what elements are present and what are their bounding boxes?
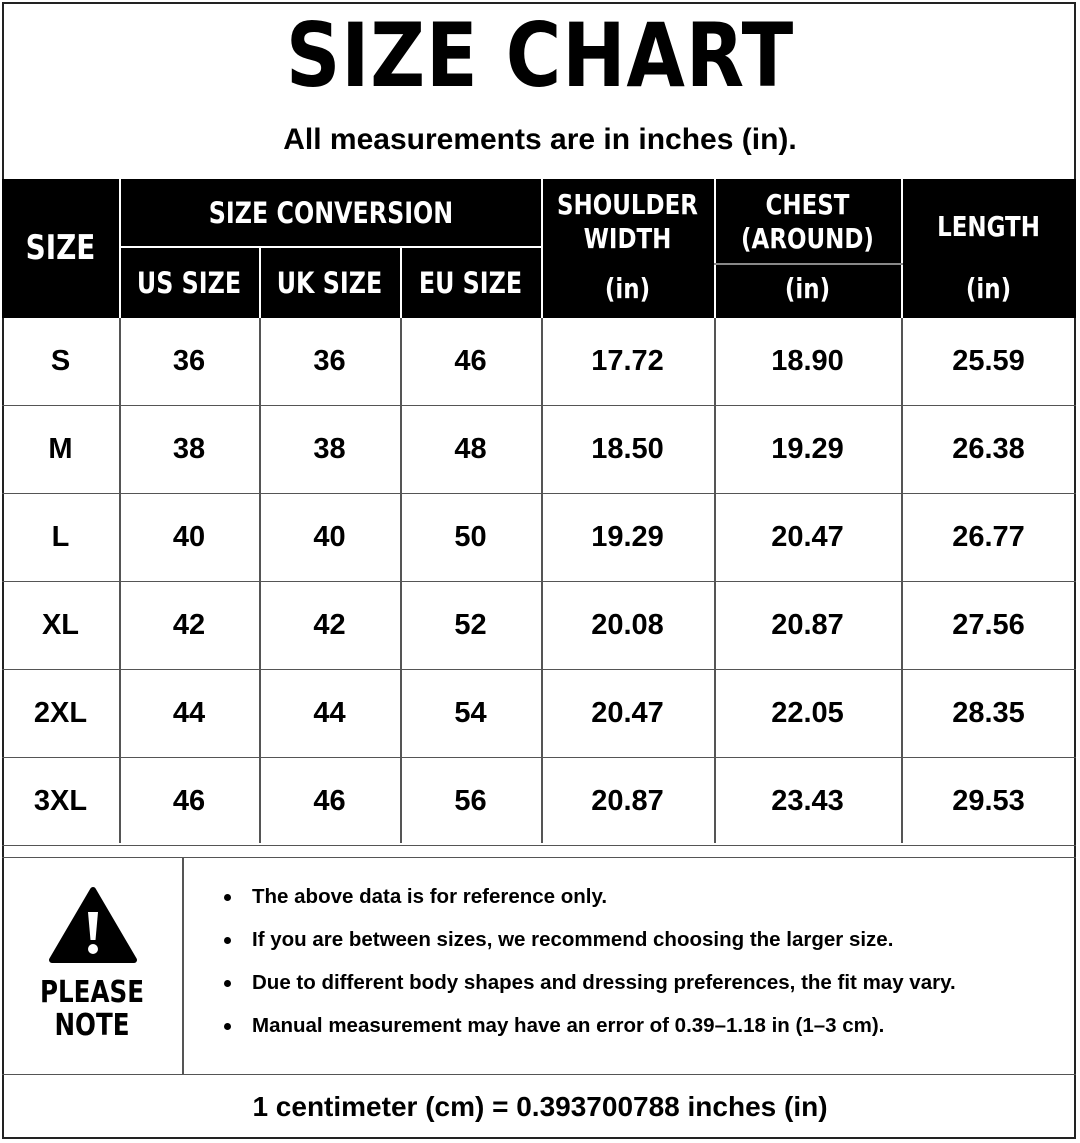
table-row	[2, 318, 1076, 406]
header-length: LENGTH	[937, 210, 1040, 243]
cell-length: 29.53	[952, 785, 1025, 817]
header-eu-size: EU SIZE	[418, 266, 523, 300]
warning-icon	[48, 886, 138, 964]
header-length-unit: (in)	[965, 272, 1012, 305]
table-row	[2, 582, 1076, 670]
cell-size: S	[50, 345, 71, 377]
cell-eu: 54	[454, 697, 487, 729]
note-label: PLEASE NOTE	[39, 975, 145, 1043]
table-row	[2, 670, 1076, 758]
note-list	[218, 884, 956, 1056]
column-divider	[901, 318, 903, 843]
note-section	[2, 857, 1076, 1075]
cell-length: 26.77	[952, 521, 1025, 553]
cell-uk: 44	[313, 697, 346, 729]
cell-uk: 36	[313, 345, 346, 377]
cell-uk: 46	[313, 785, 346, 817]
conversion-footer: 1 centimeter (cm) = 0.393700788 inches (in)	[252, 1091, 828, 1122]
cell-uk: 42	[313, 609, 346, 641]
header-size-conversion: SIZE CONVERSION	[208, 196, 454, 230]
cell-size: 2XL	[33, 697, 88, 729]
cell-length: 27.56	[952, 609, 1025, 641]
cell-chest: 18.90	[771, 345, 844, 377]
cell-shoulder: 20.47	[591, 697, 664, 729]
cell-eu: 46	[454, 345, 487, 377]
column-divider	[119, 318, 121, 843]
column-divider	[714, 318, 716, 843]
cell-size: M	[48, 433, 73, 465]
cell-chest: 20.87	[771, 609, 844, 641]
cell-size: XL	[41, 609, 80, 641]
cell-eu: 56	[454, 785, 487, 817]
cell-us: 44	[172, 697, 206, 729]
table-row	[2, 494, 1076, 582]
cell-shoulder: 20.87	[591, 785, 664, 817]
cell-chest: 23.43	[771, 785, 844, 817]
header-chest-unit: (in)	[784, 272, 831, 305]
cell-chest: 19.29	[771, 433, 844, 465]
cell-us: 40	[172, 521, 206, 553]
table-row	[2, 758, 1076, 846]
note-item: Manual measurement may have an error of 0.39–1.18 in (1–3 cm).	[218, 1013, 956, 1056]
header-size: SIZE	[25, 228, 96, 268]
header-chest-line2: (AROUND)	[741, 222, 874, 255]
cell-eu: 50	[454, 521, 487, 553]
cell-shoulder: 18.50	[591, 433, 664, 465]
column-divider	[400, 318, 402, 843]
cell-shoulder: 17.72	[591, 345, 664, 377]
cell-length: 25.59	[952, 345, 1025, 377]
header-uk-size: UK SIZE	[276, 266, 383, 300]
header-chest-line1: CHEST	[765, 188, 850, 221]
cell-us: 46	[172, 785, 206, 817]
header-shoulder-line2: WIDTH	[583, 222, 672, 255]
cell-uk: 40	[313, 521, 346, 553]
cell-size: 3XL	[33, 785, 88, 817]
header-shoulder-line1: SHOULDER	[557, 188, 698, 221]
cell-eu: 48	[454, 433, 487, 465]
note-divider	[182, 858, 184, 1074]
note-item: The above data is for reference only.	[218, 884, 956, 927]
cell-us: 38	[172, 433, 206, 465]
page-subtitle: All measurements are in inches (in).	[283, 123, 797, 156]
cell-uk: 38	[313, 433, 346, 465]
note-item: If you are between sizes, we recommend choosing the larger size.	[218, 927, 956, 970]
cell-us: 42	[172, 609, 206, 641]
cell-chest: 22.05	[771, 697, 844, 729]
column-divider	[541, 318, 543, 843]
note-item: Due to different body shapes and dressing preferences, the fit may vary.	[218, 970, 956, 1013]
cell-eu: 52	[454, 609, 487, 641]
cell-length: 26.38	[952, 433, 1025, 465]
cell-length: 28.35	[952, 697, 1025, 729]
cell-shoulder: 20.08	[591, 609, 664, 641]
cell-shoulder: 19.29	[591, 521, 664, 553]
cell-chest: 20.47	[771, 521, 844, 553]
cell-size: L	[51, 521, 70, 553]
header-us-size: US SIZE	[136, 266, 242, 300]
cell-us: 36	[172, 345, 206, 377]
column-divider	[259, 318, 261, 843]
table-header	[2, 179, 1076, 318]
table-row	[2, 406, 1076, 494]
page-title: SIZE CHART	[285, 4, 795, 107]
header-shoulder-unit: (in)	[604, 272, 651, 305]
